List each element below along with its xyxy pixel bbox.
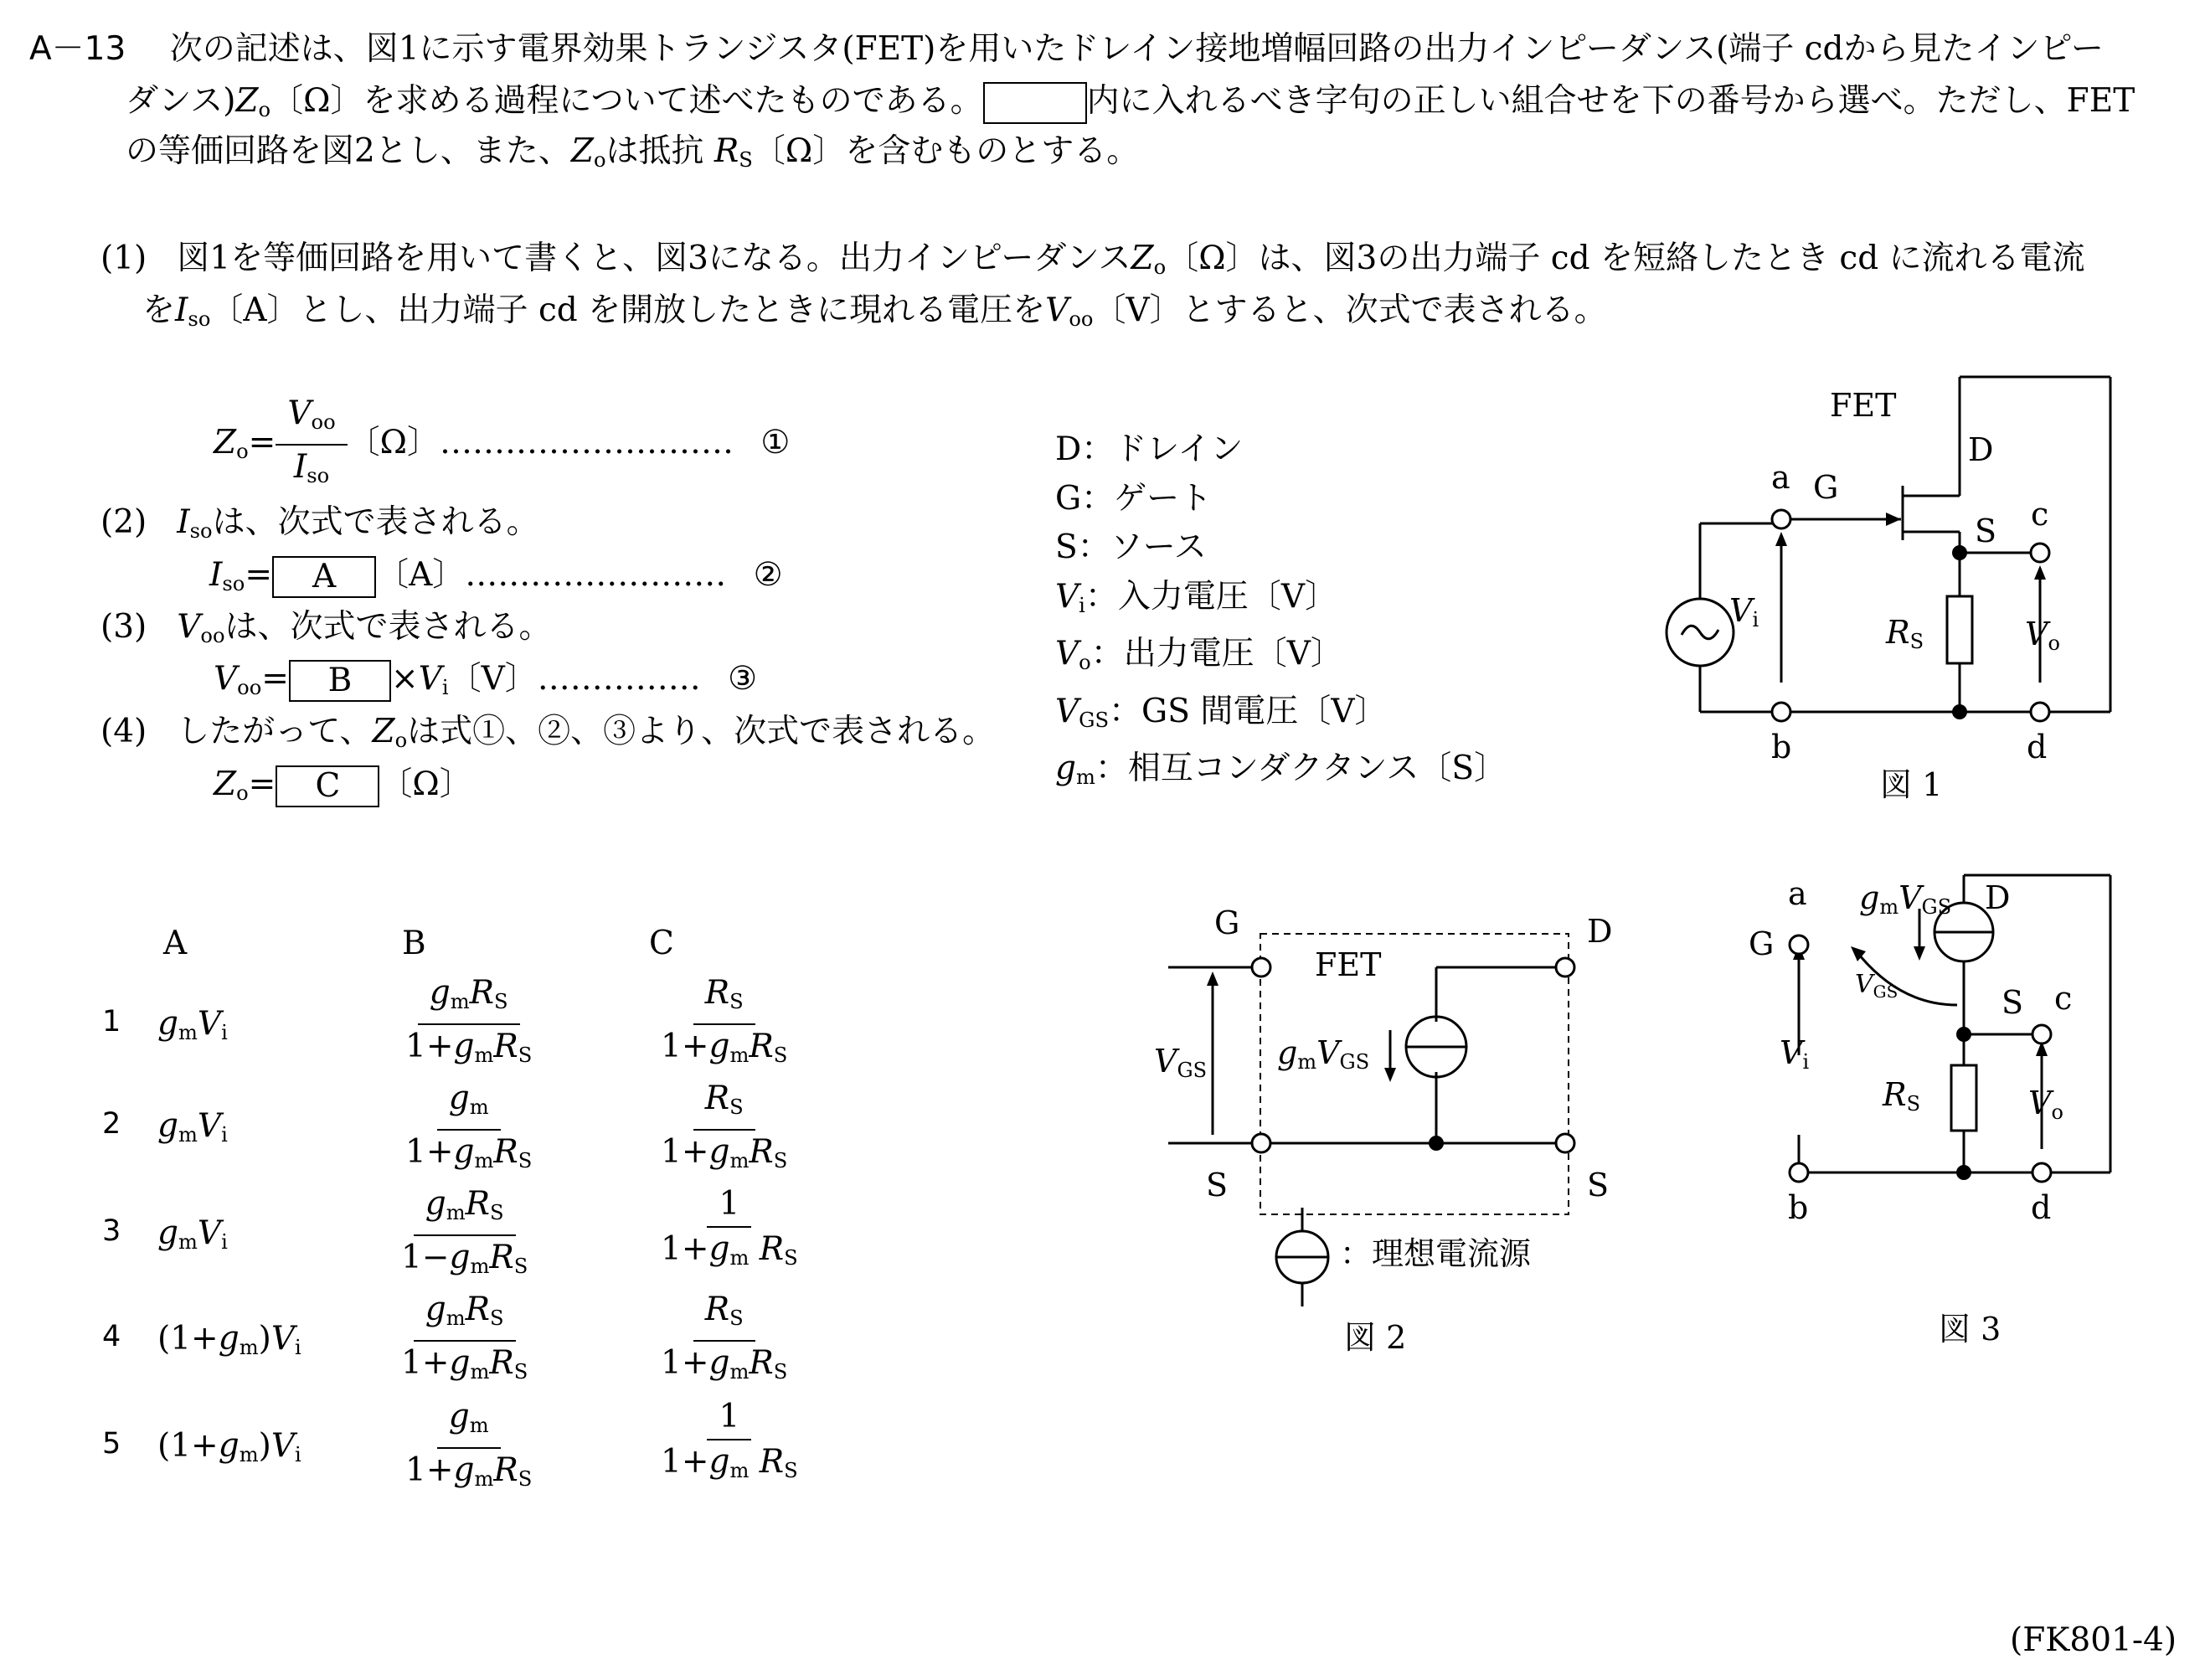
fig3-g-label: G xyxy=(1749,925,1775,962)
problem-stem-line2: ダンス)$Z_o$〔Ω〕を求める過程について述べたものである。 内に入れるべき字句の正しい組合せを下の番号から選べ。ただし、FET xyxy=(126,77,2135,134)
option-1-c: $\frac{R_S}{1+g_mR_S}$ xyxy=(661,974,788,1068)
options-header-c: C xyxy=(649,925,674,962)
figure-3-equivalent-circuit xyxy=(1734,863,2202,1357)
option-1-b: $\frac{g_mR_S}{1+g_mR_S}$ xyxy=(405,974,533,1068)
option-3-a: $g_mV_i$ xyxy=(157,1214,228,1255)
option-4-b: $\frac{g_mR_S}{1+g_mR_S}$ xyxy=(401,1291,528,1384)
equation-1-fraction: $\frac{V_{oo}}{I_{so}}$ xyxy=(276,394,347,496)
fig1-fet-label: FET xyxy=(1830,387,1897,424)
figure-1-caption: 図 1 xyxy=(1880,766,1943,803)
option-3-b: $\frac{g_mR_S}{1-g_mR_S}$ xyxy=(401,1185,528,1279)
svg-text:RS: RS xyxy=(1886,614,1924,653)
option-4-c: $\frac{R_S}{1+g_mR_S}$ xyxy=(661,1291,788,1384)
option-4-a: $(1+g_m)V_i$ xyxy=(157,1320,301,1360)
option-5-c: $\frac{1}{1+g_m R_S}$ xyxy=(661,1398,798,1483)
problem-number: A－13 xyxy=(29,30,126,68)
fig1-d-terminal-label: d xyxy=(2027,729,2048,765)
fig1-g-label: G xyxy=(1813,469,1839,506)
legend-source: S：ソース xyxy=(1055,528,1207,566)
fig1-b-label: b xyxy=(1771,729,1792,765)
equation-1: $Z_o=$ $\frac{V_{oo}}{I_{so}}$ 〔Ω〕……………………… ① xyxy=(214,394,790,496)
svg-text:Vi: Vi xyxy=(1729,592,1759,631)
figure-3-caption: 図 3 xyxy=(1939,1311,2002,1348)
option-3-c: $\frac{1}{1+g_m R_S}$ xyxy=(661,1185,798,1270)
fig2-fet-label: FET xyxy=(1315,946,1382,983)
blank-c-box: C xyxy=(276,765,379,807)
fig1-d-label: D xyxy=(1968,431,1994,468)
option-5-number: 5 xyxy=(102,1427,121,1461)
page-footer-code: (FK801-4) xyxy=(2010,1621,2177,1659)
step4-text: (4) したがって、$Z_o$は式①、②、③より、次式で表される。 xyxy=(100,713,996,753)
legend-gm: $g_m$：相互コンダクタンス〔S〕 xyxy=(1055,750,1507,790)
fig1-s-label: S xyxy=(1975,513,1997,549)
svg-text:VGS: $V_{GS}$ xyxy=(1855,970,1898,1002)
figure-2-fet-equivalent xyxy=(1147,896,1650,1365)
blank-b-box: B xyxy=(289,660,391,702)
legend-drain: D：ドレイン xyxy=(1055,430,1244,468)
svg-text:Vo: Vo xyxy=(2025,616,2060,655)
problem-stem-line3: の等価回路を図2とし、また、$Z_o$は抵抗 $R_S$〔Ω〕を含むものとする。 xyxy=(126,132,1140,173)
fig1-a-label: a xyxy=(1771,459,1790,496)
option-5-b: $\frac{g_m}{1+g_mR_S}$ xyxy=(405,1398,533,1492)
options-header-a: A xyxy=(163,925,188,962)
step2-text: (2) $I_{so}$は、次式で表される。 xyxy=(100,503,539,544)
fig3-d-label: D xyxy=(1985,879,2011,916)
fig3-c-label: c xyxy=(2054,980,2073,1017)
step3-text: (3) $V_{oo}$は、次式で表される。 xyxy=(100,608,552,648)
option-2-a: $g_mV_i$ xyxy=(157,1107,228,1147)
option-1-a: $g_mV_i$ xyxy=(157,1005,228,1045)
legend-gate: G：ゲート xyxy=(1055,479,1213,518)
step3-equation: $V_{oo}= B \times V_i$〔V〕…………… ③ xyxy=(214,655,757,712)
options-header-b: B xyxy=(402,925,426,962)
fig3-b-label: b xyxy=(1788,1189,1809,1226)
fig2-g-label: G xyxy=(1214,904,1240,941)
blank-a-box: A xyxy=(272,556,376,598)
svg-text:gmVGS: gmVGS xyxy=(1277,1034,1370,1074)
svg-text:gmVGS: gmVGS xyxy=(1859,879,1952,919)
svg-text:RS: RS xyxy=(1883,1076,1921,1116)
option-2-c: $\frac{R_S}{1+g_mR_S}$ xyxy=(661,1080,788,1173)
step1-line1: (1) 図1を等価回路を用いて書くと、図3になる。出力インピーダンス$Z_o$〔Ω〕は、図3の出力端子 cd を短絡したとき cd に流れる電流 xyxy=(100,240,2085,280)
fig2-d-label: D xyxy=(1587,913,1613,950)
fig2-s-right-label: S xyxy=(1587,1167,1610,1203)
step1-line2: を$I_{so}$〔A〕とし、出力端子 cd を開放したときに現れる電圧を$V_{oo}$〔V〕とすると、次式で表される。 xyxy=(142,291,1607,332)
symbol-legend xyxy=(1055,425,1507,802)
svg-text:Vo: Vo xyxy=(2028,1085,2063,1124)
blank-box xyxy=(983,82,1087,124)
option-1-number: 1 xyxy=(102,1005,121,1038)
fig2-s-left-label: S xyxy=(1206,1167,1229,1203)
option-2-number: 2 xyxy=(102,1107,121,1141)
svg-text:Vi: Vi xyxy=(1780,1034,1810,1074)
step4-equation: $Z_o= C$ 〔Ω〕 xyxy=(214,760,472,817)
option-2-b: $\frac{g_m}{1+g_mR_S}$ xyxy=(405,1080,533,1173)
legend-vi: $V_i$：入力電圧〔V〕 xyxy=(1055,577,1338,617)
figure-2-caption: 図 2 xyxy=(1344,1319,1407,1356)
stem-line1-text: 次の記述は、図1に示す電界効果トランジスタ(FET)を用いたドレイン接地増幅回路の出力インピーダンス(端子 cdから見たインピー xyxy=(169,30,2104,68)
step2-equation: $I_{so}= A$ 〔A〕…………………… ② xyxy=(209,551,783,608)
option-4-number: 4 xyxy=(102,1320,121,1353)
option-3-number: 3 xyxy=(102,1214,121,1248)
problem-stem-line1 xyxy=(29,25,2104,73)
legend-vgs: $V_{GS}$：GS 間電圧〔V〕 xyxy=(1055,692,1388,732)
fig2-current-source-legend: ：理想電流源 xyxy=(1340,1235,1532,1272)
figure-1-circuit xyxy=(1650,360,2135,812)
legend-vo: $V_o$：出力電圧〔V〕 xyxy=(1055,635,1343,675)
fig1-c-label: c xyxy=(2031,496,2049,533)
option-5-a: $(1+g_m)V_i$ xyxy=(157,1427,301,1467)
svg-text:VGS: VGS xyxy=(1154,1043,1208,1082)
fig3-d-terminal-label: d xyxy=(2031,1189,2052,1226)
fig3-a-label: a xyxy=(1788,875,1807,912)
fig3-s-label: S xyxy=(2002,984,2024,1021)
